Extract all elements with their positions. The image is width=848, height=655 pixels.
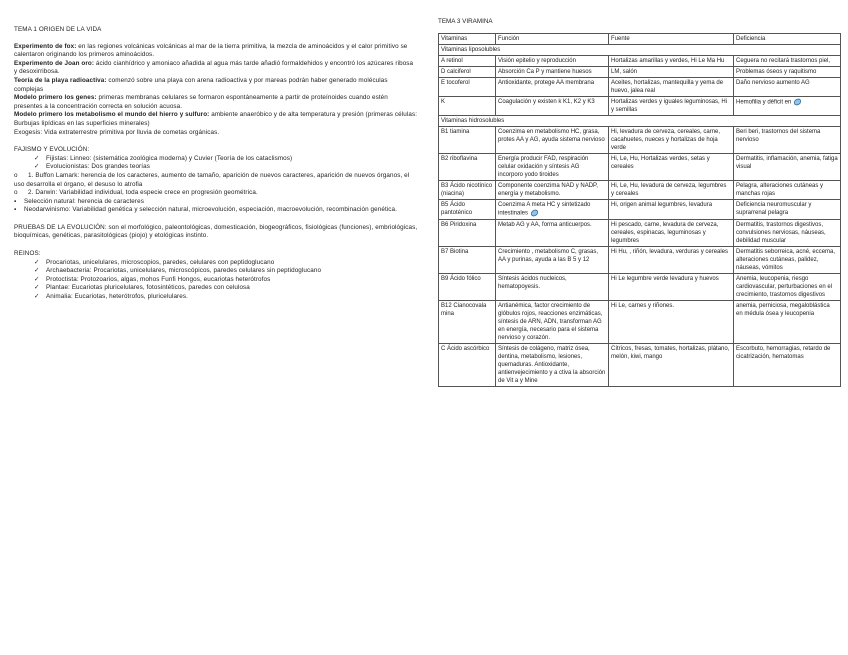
table-cell: B6 Piridoxina <box>439 219 496 246</box>
table-cell: Hi, Le, Hu, levadura de cerveza, legumbres y cereales <box>609 181 734 200</box>
table-cell: Daño nervioso aumento AG <box>734 78 841 97</box>
origin-title: TEMA 1 ORIGEN DE LA VIDA <box>14 26 102 33</box>
table-cell: Hi Hu, , riñón, levadura, verduras y cereales <box>609 246 734 273</box>
table-cell: Visión epitelio y reproducción <box>496 56 609 67</box>
origin-paragraph: Experimento de fox: en las regiones volcánicas volcánicas al mar de la tierra primitiva, la mezcla de aminoácidos y el calor primitivo se calentaron originando los primeros aminoácidos. <box>14 42 408 59</box>
vitamin-table <box>438 33 841 387</box>
reino-item: Plantae: Eucariotas pluricelulares, fotosintéticos, paredes con celulosa <box>46 284 250 292</box>
table-cell: Hi, levadura de cerveza, cereales, carne, cacahuetes, nueces y hortalizas de hoja verde <box>609 127 734 154</box>
table-cell: E tocoferol <box>439 78 496 97</box>
table-cell: Energía producir FAD, respiración celular oxidación y síntesis AG incorporo yodo tiroides <box>496 154 609 181</box>
table-row <box>439 273 841 300</box>
origin-paragraph: Experimento de Joan oro: ácido cianhídrico y amoniaco añadida al agua más tarde añadió formaldehidos y encontró los azúcares ribosa y desoxirribosa. <box>14 59 414 76</box>
origin-block <box>14 43 418 138</box>
vitamin-title: TEMA 3 VIRAMINA <box>438 18 493 25</box>
table-cell: Coenzima A meta HC y sintetizado intestinales <box>496 200 609 220</box>
left-page <box>14 26 418 302</box>
section-label: Vitaminas hidrosolubles <box>439 116 841 127</box>
table-cell: Crecimiento , metabolismo C, grasas, AA y purinas, ayuda a las B 5 y 12 <box>496 246 609 273</box>
table-cell: Problemas óseos y raquitismo <box>734 67 841 78</box>
table-cell: Hi pescado, carne, levadura de cerveza, cereales, espinacas, leguminosas y legumbres <box>609 219 734 246</box>
table-cell: Coenzima en metabolismo HC, grasa, protes AA y AG, ayuda sistema nervioso <box>496 127 609 154</box>
table-cell: Absorción Ca P y mantiene huesos <box>496 67 609 78</box>
header-cell: Vitaminas <box>439 34 496 45</box>
table-cell: C Ácido ascórbico <box>439 343 496 386</box>
table-cell: Hortalizas amarillas y verdes, Hi Le Ma Hu <box>609 56 734 67</box>
table-cell: Pelagra, alteraciones cutáneas y manchas rojas <box>734 181 841 200</box>
table-row <box>439 154 841 181</box>
table-cell: Cítricos, fresas, tomates, hortalizas, plátano, melón, kiwi, mango <box>609 343 734 386</box>
blue-oval-icon <box>530 209 539 217</box>
table-cell: Dermatitis, inflamación, anemia, fatiga visual <box>734 154 841 181</box>
table-cell: anemia, perniciosa, megaloblástica en médula ósea y leucopenia <box>734 300 841 343</box>
check-icon: ✓ <box>34 154 40 162</box>
header-cell: Fuente <box>609 34 734 45</box>
check-icon: ✓ <box>34 267 40 275</box>
reino-item: Protoctista: Protozoarios, algas, mohos Funfi Hongos, eucariotas heterótrofos <box>46 275 271 283</box>
table-cell: Aceites, hortalizas, mantequilla y yema de huevo, jalea real <box>609 78 734 97</box>
table-cell: B2 riboflavina <box>439 154 496 181</box>
table-cell: LM, salón <box>609 67 734 78</box>
table-cell: A retinol <box>439 56 496 67</box>
square-bullet-icon: ▪ <box>14 206 17 214</box>
check-icon: ✓ <box>34 258 40 266</box>
table-cell: Hi, Le, Hu, Hortalizas verdes, setas y cereales <box>609 154 734 181</box>
table-cell: Síntesis ácidos nucleicos, hematopoyesis. <box>496 273 609 300</box>
right-page <box>438 18 840 387</box>
table-cell: Deficiencia neuromuscular y suprarrenal pelagra <box>734 200 841 220</box>
lamarck-text: Buffon Lamark: herencia de los caracteres, aumento de tamaño, aparición de nuevos caracteres, aparición de nuevos órganos, el uso desarrolla el órgano, el desuso lo atrofia <box>14 171 410 188</box>
table-cell: Hemofilia y déficit en <box>734 97 841 116</box>
table-cell: B3 Ácido nicotínico (niacina) <box>439 181 496 200</box>
evolucionistas-text: Evolucionistas: Dos grandes teorías <box>46 163 150 171</box>
table-cell: Anemia, leucopenia, riesgo cardiovascular, perturbaciones en el crecimiento, trastornos digestivos <box>734 273 841 300</box>
table-row <box>439 97 841 116</box>
fijistas-text: Fijistas: Linneo: (sistemática zoológica moderna) y Cuvier (Teoría de los cataclismos) <box>46 154 293 162</box>
header-cell: Deficiencia <box>734 34 841 45</box>
table-cell: K <box>439 97 496 116</box>
table-row <box>439 127 841 154</box>
table-cell: Hi Le, carnes y riñones. <box>609 300 734 343</box>
table-cell: Metab AG y AA, forma anticuerpos. <box>496 219 609 246</box>
table-cell: Ceguera no recitará trastornos piel, <box>734 56 841 67</box>
table-row <box>439 56 841 67</box>
circle-bullet-icon: o <box>14 171 18 179</box>
pruebas-text: PRUEBAS DE LA EVOLUCIÓN: son el morfológico, paleontológicas, domesticación, biogeográficos, fisiológicas (funciones), embriológicas, bioquímicas, genéticas, parasitológicas (piojo) y etológicas instinto. <box>14 223 418 240</box>
table-cell: B7 Biotina <box>439 246 496 273</box>
square-bullet-icon: ▪ <box>14 197 17 205</box>
table-cell: B5 Ácido pantoténico <box>439 200 496 220</box>
reino-item: Archaebacteria: Procariotas, unicelulares, microscópicos, paredes celulares sin peptidoglucano <box>46 267 322 275</box>
reinos-block <box>14 250 418 302</box>
evolution-block: FAJISMO Y EVOLUCIÓN: ✓ Fijistas: Linneo: (sistemática zoológica moderna) y Cuvier (Teoría de los cataclismos) ✓ Evolucionistas: Dos grandes teorías o 1. Buffon Lamark: herencia de los caracteres, aumento de tamaño, aparición de nuevos caracteres, aparición de nuevos órganos, el uso desarrolla el órgano, el desuso lo atrofia o 2. Darwin: Variabilidad individual, toda especie crece en progresión geométrica. ▪ Selección natural: herencia de caracteres ▪ Neodarwinismo: Variabilidad genética y selección natural, microevolución, especiación, macroevolución, recombinación genética. <box>14 146 418 215</box>
table-cell: Antioxidante, protege AA membrana <box>496 78 609 97</box>
check-icon: ✓ <box>34 275 40 283</box>
origin-paragraph: Exogesis: Vida extraterrestre primitiva por lluvia de cometas orgánicas. <box>14 128 220 136</box>
table-cell: Componente coenzima NAD y NADP, energía y metabolismo. <box>496 181 609 200</box>
origin-paragraph: Modelo primero los metabolismo el mundo del hierro y sulfuro: ambiente anaeróbico y de alta temperatura y presión (primeras células: Burbujas lipídicas en las superficies minerales) <box>14 111 418 127</box>
reino-item: Animalia: Eucariotas, heterótrofos, pluricelulares. <box>46 293 188 301</box>
table-row <box>439 219 841 246</box>
table-row <box>439 181 841 200</box>
table-header-row <box>439 34 841 45</box>
table-cell: Hi Le legumbre verde levadura y huevos <box>609 273 734 300</box>
check-icon: ✓ <box>34 163 40 171</box>
table-cell: Dermatitis seborreica, acné, eccema, alteraciones cutáneas, palidez, náuseas, vómitos <box>734 246 841 273</box>
table-cell: Antianémica, factor crecimiento de glóbulos rojos, reacciones enzimáticas, síntesis de ARN, ADN, transforman AG en energía, necesario para el sistema nervioso y corazón. <box>496 300 609 343</box>
table-cell: Coagulación y existen k K1, K2 y K3 <box>496 97 609 116</box>
check-icon: ✓ <box>34 293 40 301</box>
section-label: Vitaminas liposolubles <box>439 45 841 56</box>
pruebas-block <box>14 224 418 241</box>
darwin-text: Darwin: Variabilidad individual, toda especie crece en progresión geométrica. <box>35 189 258 197</box>
origin-paragraph: Modelo primero los genes: primeras membranas celulares se formaron espontáneamente a partir de proteínoides cuando estén presentes a la concentración correcta en solución acuosa. <box>14 94 388 110</box>
header-cell: Función <box>496 34 609 45</box>
table-cell: Escorbuto, hemorragias, retardo de cicatrización, hematomas <box>734 343 841 386</box>
origin-paragraph: Teoría de la playa radioactiva: comenzó sobre una playa con arena radioactiva y por mareas podrán haber generado moléculas complejas <box>14 76 388 93</box>
blue-oval-icon <box>793 98 802 106</box>
table-row <box>439 300 841 343</box>
check-icon: ✓ <box>34 284 40 292</box>
circle-bullet-icon: o <box>14 189 18 197</box>
table-row <box>439 78 841 97</box>
table-cell: Hi, origen animal legumbres, levadura <box>609 200 734 220</box>
table-cell: B1 tiamina <box>439 127 496 154</box>
evolution-heading: FAJISMO Y EVOLUCIÓN: <box>14 146 90 154</box>
table-cell: Beri beri, trastornos del sistema nervioso <box>734 127 841 154</box>
reino-item: Procariotas, unicelulares, microscopios, paredes, celulares con peptidoglucano <box>46 258 275 266</box>
table-cell: Hortalizas verdes y iguales leguminosas, Hi y semillas <box>609 97 734 116</box>
table-cell: B9 Ácido fólico <box>439 273 496 300</box>
hidrosolubles-rows <box>439 127 841 387</box>
table-row <box>439 67 841 78</box>
liposolubles-rows <box>439 56 841 116</box>
table-cell: D calciferol <box>439 67 496 78</box>
table-row <box>439 246 841 273</box>
table-row <box>439 200 841 220</box>
darwin-subpoint: Selección natural: herencia de caracteres <box>24 197 144 205</box>
reinos-heading: REINOS: <box>14 250 41 258</box>
darwin-subpoint: Neodarwinismo: Variabilidad genética y selección natural, microevolución, especiación, macroevolución, recombinación genética. <box>24 206 397 214</box>
table-cell: Dermatitis, trastornos digestivos, convulsiones nerviosas, náuseas, debilidad muscular <box>734 219 841 246</box>
table-cell: Síntesis de colágeno, matriz ósea, dentina, metabolismo, lesiones, quemaduras. Antioxidante, antienvejecimiento y a ctiva la absorción de Vit a y Mine <box>496 343 609 386</box>
table-cell: B12 Cianocovala mina <box>439 300 496 343</box>
table-row <box>439 343 841 386</box>
